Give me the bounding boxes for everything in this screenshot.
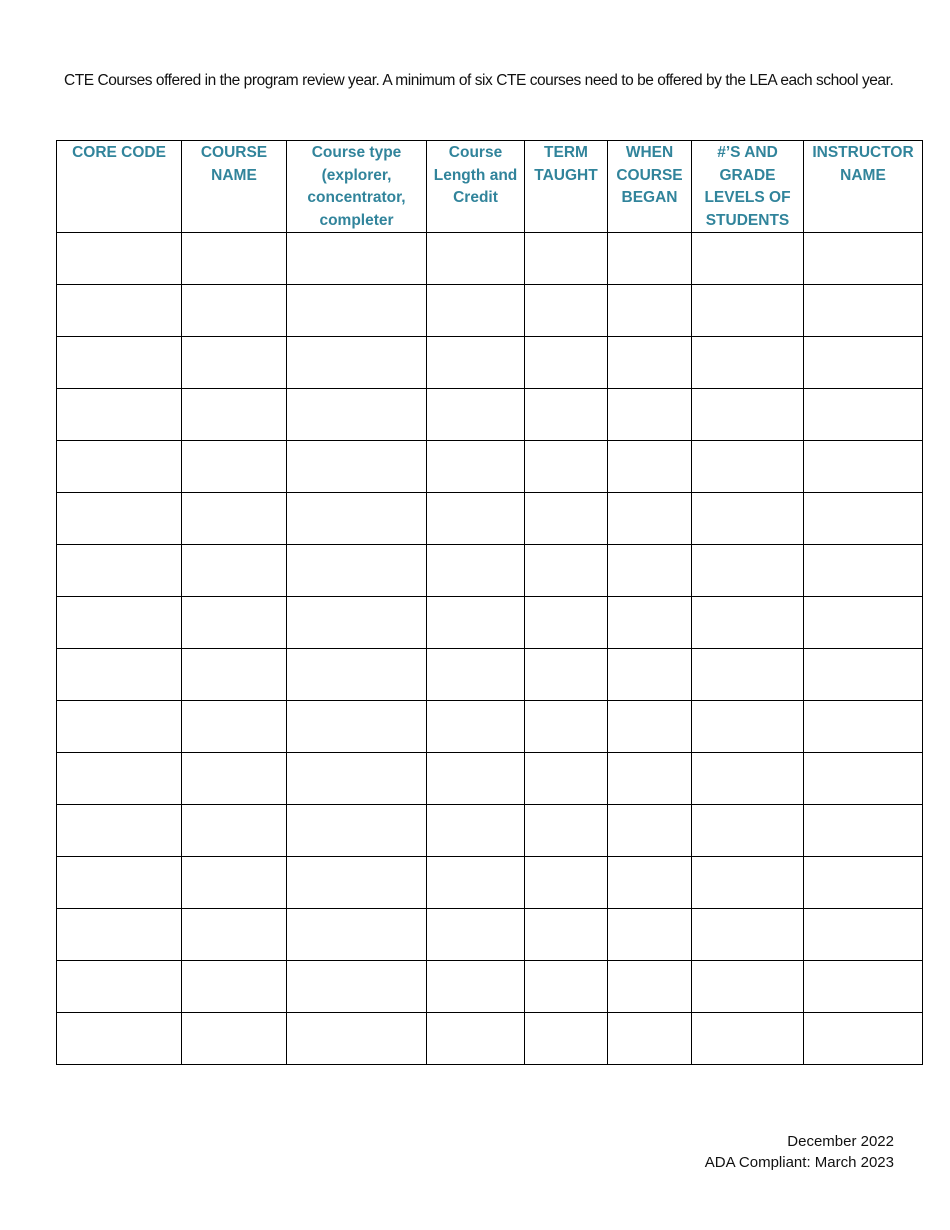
table-row	[57, 441, 923, 493]
table-cell[interactable]	[804, 961, 923, 1013]
table-cell[interactable]	[692, 649, 804, 701]
table-cell[interactable]	[57, 597, 182, 649]
table-cell[interactable]	[287, 909, 427, 961]
header-grade-levels: #’S AND GRADE LEVELS OF STUDENTS	[692, 141, 804, 233]
table-cell[interactable]	[608, 597, 692, 649]
table-cell[interactable]	[287, 441, 427, 493]
table-cell[interactable]	[804, 753, 923, 805]
table-cell[interactable]	[692, 545, 804, 597]
table-cell[interactable]	[182, 701, 287, 753]
table-cell[interactable]	[287, 961, 427, 1013]
table-cell[interactable]	[804, 285, 923, 337]
header-term-taught: TERM TAUGHT	[525, 141, 608, 233]
table-cell[interactable]	[608, 701, 692, 753]
table-cell[interactable]	[182, 805, 287, 857]
table-cell[interactable]	[182, 1013, 287, 1065]
table-cell[interactable]	[804, 805, 923, 857]
table-cell[interactable]	[427, 597, 525, 649]
table-cell[interactable]	[427, 285, 525, 337]
table-cell[interactable]	[692, 233, 804, 285]
table-cell[interactable]	[182, 285, 287, 337]
header-core-code: CORE CODE	[57, 141, 182, 233]
table-cell[interactable]	[427, 1013, 525, 1065]
table-cell[interactable]	[804, 701, 923, 753]
table-cell[interactable]	[525, 805, 608, 857]
table-cell[interactable]	[804, 597, 923, 649]
table-cell[interactable]	[692, 805, 804, 857]
table-cell[interactable]	[427, 545, 525, 597]
table-cell[interactable]	[182, 493, 287, 545]
table-cell[interactable]	[804, 233, 923, 285]
table-cell[interactable]	[287, 389, 427, 441]
table-cell[interactable]	[608, 1013, 692, 1065]
table-row	[57, 909, 923, 961]
table-cell[interactable]	[692, 753, 804, 805]
table-cell[interactable]	[608, 441, 692, 493]
table-cell[interactable]	[608, 857, 692, 909]
table-row	[57, 857, 923, 909]
table-cell[interactable]	[57, 649, 182, 701]
table-cell[interactable]	[692, 441, 804, 493]
table-cell[interactable]	[608, 337, 692, 389]
table-cell[interactable]	[525, 441, 608, 493]
table-row	[57, 285, 923, 337]
header-course-type: Course type (explorer, concentrator, completer	[287, 141, 427, 233]
table-cell[interactable]	[804, 493, 923, 545]
footer	[705, 1131, 894, 1173]
table-cell[interactable]	[427, 233, 525, 285]
courses-table	[56, 140, 923, 1065]
table-cell[interactable]	[287, 233, 427, 285]
table-row	[57, 545, 923, 597]
table-cell[interactable]	[692, 857, 804, 909]
table-cell[interactable]	[57, 805, 182, 857]
table-row	[57, 337, 923, 389]
header-when-began: WHEN COURSE BEGAN	[608, 141, 692, 233]
table-cell[interactable]	[57, 909, 182, 961]
table-cell[interactable]	[608, 649, 692, 701]
table-cell[interactable]	[57, 233, 182, 285]
table-cell[interactable]	[287, 857, 427, 909]
footer-date: December 2022	[787, 1133, 894, 1150]
table-cell[interactable]	[525, 233, 608, 285]
table-cell[interactable]	[182, 233, 287, 285]
table-cell[interactable]	[692, 909, 804, 961]
table-cell[interactable]	[804, 389, 923, 441]
table-cell[interactable]	[525, 649, 608, 701]
table-cell[interactable]	[427, 649, 525, 701]
table-cell[interactable]	[525, 389, 608, 441]
table-cell[interactable]	[57, 285, 182, 337]
table-cell[interactable]	[804, 1013, 923, 1065]
table-body	[57, 233, 923, 1065]
table-cell[interactable]	[287, 753, 427, 805]
table-cell[interactable]	[182, 337, 287, 389]
table-cell[interactable]	[525, 701, 608, 753]
table-cell[interactable]	[608, 233, 692, 285]
table-cell[interactable]	[608, 805, 692, 857]
table-cell[interactable]	[804, 857, 923, 909]
table-cell[interactable]	[427, 337, 525, 389]
table-cell[interactable]	[287, 597, 427, 649]
table-cell[interactable]	[525, 493, 608, 545]
table-cell[interactable]	[608, 961, 692, 1013]
header-course-length: Course Length and Credit	[427, 141, 525, 233]
table-cell[interactable]	[57, 961, 182, 1013]
table-cell[interactable]	[608, 909, 692, 961]
table-cell[interactable]	[182, 857, 287, 909]
table-cell[interactable]	[57, 545, 182, 597]
table-row	[57, 493, 923, 545]
table-cell[interactable]	[427, 441, 525, 493]
header-course-name: COURSE NAME	[182, 141, 287, 233]
table-cell[interactable]	[608, 493, 692, 545]
table-row	[57, 961, 923, 1013]
table-cell[interactable]	[427, 493, 525, 545]
table-cell[interactable]	[182, 545, 287, 597]
table-cell[interactable]	[692, 597, 804, 649]
table-cell[interactable]	[287, 701, 427, 753]
table-cell[interactable]	[804, 337, 923, 389]
table-cell[interactable]	[57, 493, 182, 545]
table-cell[interactable]	[427, 753, 525, 805]
table-cell[interactable]	[57, 857, 182, 909]
intro-text: CTE Courses offered in the program review year. A minimum of six CTE courses need to be offered by the LEA each school year.	[64, 72, 894, 89]
table-cell[interactable]	[57, 1013, 182, 1065]
table-cell[interactable]	[182, 753, 287, 805]
table-cell[interactable]	[804, 545, 923, 597]
table-cell[interactable]	[804, 909, 923, 961]
table-row	[57, 233, 923, 285]
table-cell[interactable]	[608, 753, 692, 805]
table-cell[interactable]	[57, 337, 182, 389]
table-cell[interactable]	[287, 545, 427, 597]
table-cell[interactable]	[692, 493, 804, 545]
table-cell[interactable]	[57, 753, 182, 805]
table-cell[interactable]	[692, 961, 804, 1013]
table-cell[interactable]	[525, 961, 608, 1013]
table-cell[interactable]	[525, 857, 608, 909]
table-cell[interactable]	[182, 441, 287, 493]
table-cell[interactable]	[692, 337, 804, 389]
table-row	[57, 597, 923, 649]
table-cell[interactable]	[182, 909, 287, 961]
table-cell[interactable]	[427, 805, 525, 857]
table-row	[57, 389, 923, 441]
table-row	[57, 649, 923, 701]
table-cell[interactable]	[182, 597, 287, 649]
table-cell[interactable]	[525, 1013, 608, 1065]
table-cell[interactable]	[525, 597, 608, 649]
table-cell[interactable]	[608, 545, 692, 597]
table-cell[interactable]	[608, 389, 692, 441]
table-cell[interactable]	[525, 337, 608, 389]
table-cell[interactable]	[182, 649, 287, 701]
footer-ada: ADA Compliant: March 2023	[704, 1154, 894, 1171]
table-cell[interactable]	[804, 649, 923, 701]
table-cell[interactable]	[427, 857, 525, 909]
table-cell[interactable]	[287, 285, 427, 337]
table-cell[interactable]	[427, 389, 525, 441]
table-cell[interactable]	[427, 701, 525, 753]
table-cell[interactable]	[287, 493, 427, 545]
table-cell[interactable]	[692, 389, 804, 441]
table-cell[interactable]	[804, 441, 923, 493]
header-instructor: INSTRUCTOR NAME	[804, 141, 923, 233]
table-cell[interactable]	[692, 701, 804, 753]
table-row	[57, 753, 923, 805]
table-cell[interactable]	[287, 337, 427, 389]
table-cell[interactable]	[287, 805, 427, 857]
table-cell[interactable]	[525, 545, 608, 597]
table-cell[interactable]	[287, 649, 427, 701]
table-row	[57, 701, 923, 753]
table-cell[interactable]	[57, 441, 182, 493]
table-cell[interactable]	[287, 1013, 427, 1065]
table-cell[interactable]	[427, 909, 525, 961]
table-cell[interactable]	[692, 1013, 804, 1065]
table-cell[interactable]	[525, 753, 608, 805]
table-row	[57, 805, 923, 857]
table-cell[interactable]	[525, 909, 608, 961]
table-cell[interactable]	[182, 961, 287, 1013]
table-cell[interactable]	[57, 701, 182, 753]
table-cell[interactable]	[57, 389, 182, 441]
table-cell[interactable]	[182, 389, 287, 441]
table-cell[interactable]	[525, 285, 608, 337]
table-cell[interactable]	[608, 285, 692, 337]
table-cell[interactable]	[692, 285, 804, 337]
table-cell[interactable]	[427, 961, 525, 1013]
table-row	[57, 1013, 923, 1065]
header-row	[57, 141, 923, 233]
